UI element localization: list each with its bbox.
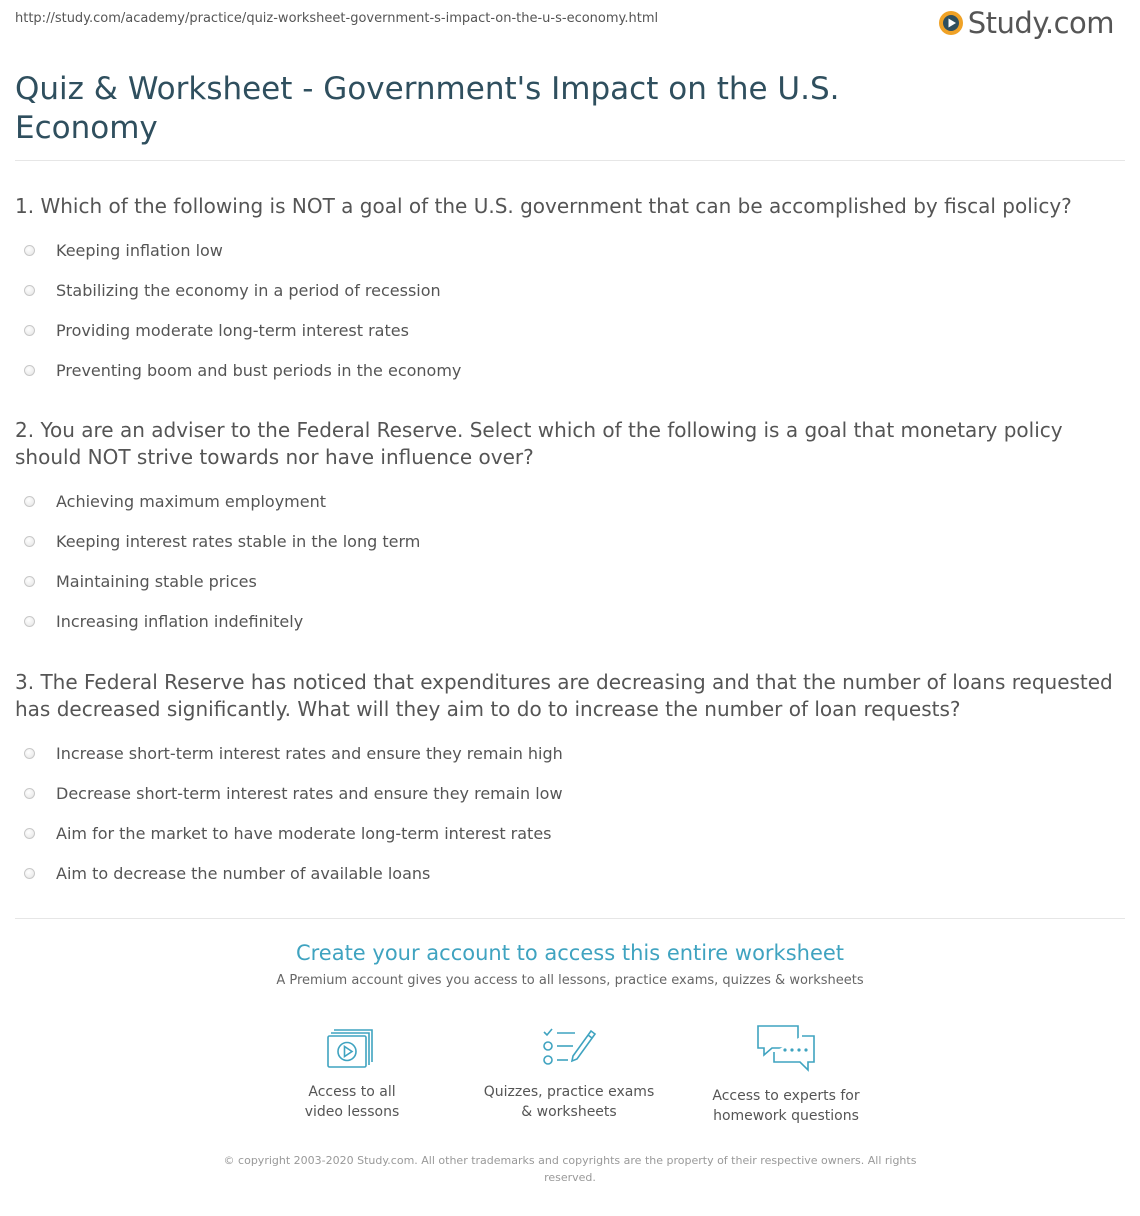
question-text: 1. Which of the following is NOT a goal of the U.S. government that can be accomplished by fiscal policy?: [15, 194, 1072, 218]
feature-video-lessons: [252, 1024, 452, 1122]
radio-button-icon[interactable]: [24, 576, 35, 587]
premium-description: A Premium account gives you access to all lessons, practice exams, quizzes & worksheets: [276, 973, 864, 988]
feature-label-line-1: Access to experts for: [712, 1088, 860, 1104]
radio-button-icon[interactable]: [24, 285, 35, 296]
answer-option[interactable]: [15, 350, 1135, 390]
feature-label-line-1: Access to all: [308, 1084, 396, 1100]
radio-button-icon[interactable]: [24, 536, 35, 547]
feature-label-line-2: video lessons: [304, 1104, 400, 1120]
radio-button-icon[interactable]: [24, 496, 35, 507]
feature-label: [469, 1082, 669, 1122]
answer-label: Decrease short-term interest rates and ensure they remain low: [56, 783, 563, 803]
question-text: 2. You are an adviser to the Federal Reserve. Select which of the following is a goal that monetary policy should NOT strive towards nor have influence over?: [15, 418, 1063, 469]
answer-label: Aim to decrease the number of available loans: [56, 863, 431, 883]
radio-button-icon[interactable]: [24, 616, 35, 627]
radio-button-icon[interactable]: [24, 245, 35, 256]
answer-label: Keeping interest rates stable in the long term: [56, 531, 421, 551]
video-lessons-icon: [326, 1024, 378, 1070]
feature-label-line-1: Quizzes, practice exams: [483, 1084, 655, 1100]
answer-option[interactable]: [15, 481, 1135, 521]
feature-label: [686, 1086, 886, 1126]
answer-label: Preventing boom and bust periods in the economy: [56, 360, 462, 380]
study-com-play-logo-icon: [938, 10, 964, 36]
create-account-link[interactable]: Create your account to access this entire worksheet: [295, 941, 845, 965]
question-1: [15, 193, 1135, 390]
answer-label: Increase short-term interest rates and ensure they remain high: [56, 743, 563, 763]
question-2: [15, 417, 1135, 641]
feature-quizzes: [469, 1024, 669, 1122]
answer-option[interactable]: [15, 853, 1135, 893]
feature-label: [252, 1082, 452, 1122]
answer-option[interactable]: [15, 601, 1135, 641]
question-3: [15, 669, 1135, 893]
answer-option[interactable]: [15, 230, 1135, 270]
chat-experts-icon: [754, 1024, 818, 1074]
radio-button-icon[interactable]: [24, 325, 35, 336]
answer-option[interactable]: [15, 521, 1135, 561]
answer-label: Maintaining stable prices: [56, 571, 257, 591]
answer-label: Aim for the market to have moderate long-term interest rates: [56, 823, 552, 843]
answer-label: Stabilizing the economy in a period of recession: [56, 280, 441, 300]
question-text: 3. The Federal Reserve has noticed that expenditures are decreasing and that the number of loans requested has decreased significantly. What will they aim to do to increase the number of loan requests?: [15, 670, 1113, 721]
page-url: http://study.com/academy/practice/quiz-worksheet-government-s-impact-on-the-u-s-economy.html: [15, 11, 659, 26]
feature-label-line-2: homework questions: [713, 1108, 859, 1124]
radio-button-icon[interactable]: [24, 748, 35, 759]
answer-option[interactable]: [15, 270, 1135, 310]
quiz-checklist-icon: [541, 1024, 597, 1070]
radio-button-icon[interactable]: [24, 788, 35, 799]
page-title: Quiz & Worksheet - Government's Impact on the U.S. Economy: [15, 71, 840, 146]
answer-option[interactable]: [15, 733, 1135, 773]
feature-label-line-2: & worksheets: [521, 1104, 617, 1120]
radio-button-icon[interactable]: [24, 828, 35, 839]
study-com-logo[interactable]: [938, 6, 1114, 40]
feature-experts: [686, 1024, 886, 1126]
answer-options: [15, 481, 1135, 641]
answer-label: Providing moderate long-term interest rates: [56, 320, 409, 340]
logo-text: Study.com: [967, 6, 1114, 40]
answer-option[interactable]: [15, 813, 1135, 853]
title-divider: [15, 160, 1125, 161]
answer-option[interactable]: [15, 310, 1135, 350]
answer-label: Achieving maximum employment: [56, 491, 327, 511]
answer-label: Increasing inflation indefinitely: [56, 611, 304, 631]
answer-options: [15, 230, 1135, 390]
answer-option[interactable]: [15, 561, 1135, 601]
radio-button-icon[interactable]: [24, 868, 35, 879]
radio-button-icon[interactable]: [24, 365, 35, 376]
answer-option[interactable]: [15, 773, 1135, 813]
copyright-notice: © copyright 2003-2020 Study.com. All other trademarks and copyrights are the property of their respective owners. All rights reserved.: [223, 1154, 917, 1184]
answer-label: Keeping inflation low: [56, 240, 223, 260]
cta-divider: [15, 918, 1125, 919]
answer-options: [15, 733, 1135, 893]
